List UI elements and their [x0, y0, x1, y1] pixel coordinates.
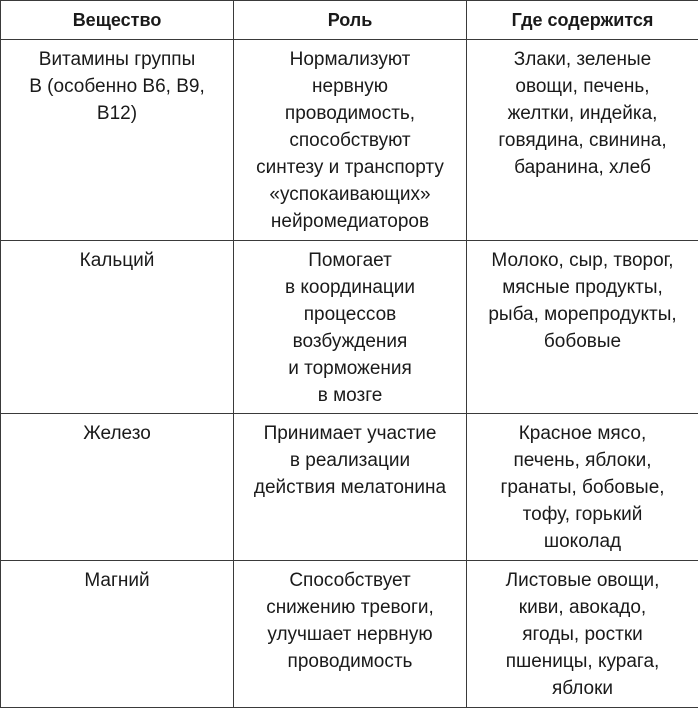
cell-text: Листовые овощи,: [505, 570, 660, 591]
cell-text: Кальций: [79, 250, 155, 271]
cell-text: желтки, индейка,: [507, 103, 658, 124]
cell-sources: [467, 241, 698, 414]
cell-text: Витамины группы: [38, 49, 196, 70]
cell-text: мясные продукты,: [502, 277, 663, 298]
cell-substance: [1, 40, 234, 241]
cell-text: Красное мясо,: [518, 423, 647, 444]
cell-text: действия мелатонина: [253, 477, 447, 498]
table-row: [1, 414, 698, 561]
header-substance: Вещество: [1, 1, 234, 40]
cell-text: проводимость,: [284, 103, 416, 124]
cell-text: овощи, печень,: [515, 76, 650, 97]
table-row: [1, 561, 698, 708]
cell-role: [234, 561, 467, 708]
cell-text: яблоки: [551, 678, 614, 699]
cell-text: Железо: [83, 423, 151, 444]
cell-text: Помогает: [308, 250, 392, 271]
cell-text: Нормализуют: [289, 49, 411, 70]
cell-text: печень, яблоки,: [513, 450, 652, 471]
cell-text: возбуждения: [292, 331, 408, 352]
cell-text: рыба, морепродукты,: [488, 304, 677, 325]
cell-text: Молоко, сыр, творог,: [491, 250, 674, 271]
cell-text: проводимость: [287, 651, 413, 672]
cell-text: способствуют: [289, 130, 411, 151]
cell-text: в координации: [284, 277, 416, 298]
cell-text: гранаты, бобовые,: [500, 477, 665, 498]
cell-sources: [467, 561, 698, 708]
cell-substance: [1, 241, 234, 414]
cell-text: улучшает нервную: [267, 624, 433, 645]
cell-text: и торможения: [288, 358, 412, 379]
cell-text: шоколад: [543, 531, 622, 552]
table-row: [1, 241, 698, 414]
cell-text: в мозге: [317, 385, 383, 406]
cell-text: в реализации: [289, 450, 411, 471]
cell-text: ягоды, ростки: [522, 624, 643, 645]
cell-role: [234, 40, 467, 241]
cell-text: синтезу и транспорту: [256, 157, 444, 178]
cell-text: B (особенно B6, B9,: [29, 76, 205, 97]
cell-text: киви, авокадо,: [518, 597, 647, 618]
cell-text: Принимает участие: [263, 423, 437, 444]
cell-text: говядина, свинина,: [498, 130, 667, 151]
cell-role: [234, 414, 467, 561]
cell-text: нервную: [312, 76, 388, 97]
cell-text: снижению тревоги,: [266, 597, 434, 618]
cell-sources: [467, 40, 698, 241]
cell-text: пшеницы, курага,: [505, 651, 660, 672]
cell-text: бобовые: [543, 331, 622, 352]
table-header-row: [1, 1, 698, 40]
cell-text: «успокаивающих»: [269, 184, 431, 205]
cell-text: Способствует: [289, 570, 411, 591]
cell-text: B12): [96, 103, 138, 124]
cell-role: [234, 241, 467, 414]
cell-text: Магний: [84, 570, 150, 591]
cell-text: процессов: [303, 304, 397, 325]
cell-substance: [1, 561, 234, 708]
header-role: Роль: [234, 1, 467, 40]
cell-text: тофу, горький: [522, 504, 643, 525]
table-row: [1, 40, 698, 241]
cell-text: баранина, хлеб: [514, 157, 651, 178]
cell-text: Злаки, зеленые: [513, 49, 652, 70]
cell-sources: [467, 414, 698, 561]
header-sources: Где содержится: [467, 1, 698, 40]
cell-substance: [1, 414, 234, 561]
cell-text: нейромедиаторов: [270, 211, 430, 232]
